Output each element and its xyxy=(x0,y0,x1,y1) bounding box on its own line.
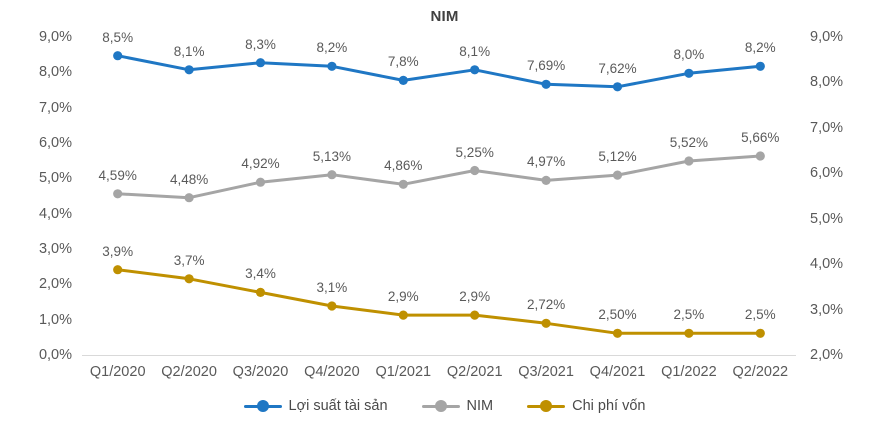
x-axis-tick: Q4/2021 xyxy=(589,364,646,380)
series-marker xyxy=(256,288,265,297)
legend-label: Lợi suất tài sản xyxy=(288,398,388,414)
series-marker xyxy=(684,69,693,78)
y-axis-left-tick: 8,0% xyxy=(38,64,72,81)
data-label: 2,5% xyxy=(744,307,776,323)
data-label: 4,97% xyxy=(526,154,566,170)
y-axis-left-tick: 2,0% xyxy=(38,276,72,293)
data-label: 7,8% xyxy=(387,54,419,70)
series-marker xyxy=(470,311,479,320)
series-marker xyxy=(399,311,408,320)
data-label: 8,5% xyxy=(102,29,134,45)
series-line xyxy=(118,270,761,334)
series-marker xyxy=(613,329,622,338)
y-axis-left-tick: 1,0% xyxy=(38,311,72,328)
data-label: 8,2% xyxy=(744,40,776,56)
series-marker xyxy=(756,62,765,71)
data-label: 8,3% xyxy=(245,36,276,52)
data-label: 3,9% xyxy=(102,243,134,259)
series-marker xyxy=(256,58,265,67)
series-marker xyxy=(542,80,551,89)
x-axis-tick: Q3/2021 xyxy=(518,364,574,380)
legend-item[interactable] xyxy=(527,398,645,414)
y-axis-left-tick: 4,0% xyxy=(38,205,72,222)
data-label: 2,72% xyxy=(526,297,566,313)
y-axis-right-tick: 3,0% xyxy=(810,301,844,318)
data-label: 5,52% xyxy=(669,134,709,150)
data-label: 4,92% xyxy=(241,156,280,172)
data-label: 8,0% xyxy=(673,47,705,63)
legend-swatch xyxy=(527,400,565,412)
y-axis-right-tick: 2,0% xyxy=(810,347,844,363)
y-axis-right-tick: 6,0% xyxy=(810,165,844,182)
series-marker xyxy=(542,319,551,328)
y-axis-left-tick: 5,0% xyxy=(38,170,72,187)
data-label: 8,1% xyxy=(459,43,491,59)
x-axis-tick: Q1/2020 xyxy=(89,364,146,380)
series-marker xyxy=(113,265,122,274)
legend-item[interactable] xyxy=(244,398,388,414)
data-label: 4,86% xyxy=(384,158,423,174)
series-marker xyxy=(113,51,122,60)
series-marker xyxy=(185,193,194,202)
data-label: 5,25% xyxy=(455,144,494,160)
chart-legend xyxy=(0,398,889,414)
data-label: 3,4% xyxy=(245,266,276,282)
x-axis-tick: Q1/2021 xyxy=(375,364,432,380)
legend-label: NIM xyxy=(466,398,494,414)
data-label: 8,1% xyxy=(173,43,205,59)
data-label: 7,62% xyxy=(598,60,637,76)
legend-swatch xyxy=(244,400,282,412)
y-axis-right-tick: 7,0% xyxy=(810,119,844,136)
series-line xyxy=(118,156,761,198)
series-marker xyxy=(613,82,622,91)
data-label: 2,9% xyxy=(387,289,419,305)
series-marker xyxy=(470,65,479,74)
data-label: 5,66% xyxy=(741,130,780,145)
data-label: 4,48% xyxy=(169,171,209,187)
series-marker xyxy=(256,178,265,187)
x-axis-tick: Q2/2021 xyxy=(446,364,503,380)
y-axis-left-tick: 9,0% xyxy=(38,29,72,45)
x-axis-tick: Q2/2020 xyxy=(161,364,217,380)
data-label: 5,13% xyxy=(312,148,352,164)
series-marker xyxy=(542,176,551,185)
x-axis-tick: Q2/2022 xyxy=(732,364,789,380)
series-marker xyxy=(327,170,336,179)
data-label: 2,5% xyxy=(673,307,705,323)
x-axis-tick: Q3/2020 xyxy=(232,364,289,380)
series-marker xyxy=(399,76,408,85)
series-marker xyxy=(684,329,693,338)
chart-title: NIM xyxy=(430,8,459,25)
data-label: 3,7% xyxy=(173,252,205,268)
data-label: 8,2% xyxy=(316,40,348,56)
legend-label: Chi phí vốn xyxy=(572,398,646,414)
y-axis-left-tick: 6,0% xyxy=(38,135,72,151)
x-axis-tick: Q4/2020 xyxy=(304,364,360,380)
series-marker xyxy=(399,180,408,189)
y-axis-right-tick: 5,0% xyxy=(810,210,844,227)
y-axis-right-tick: 4,0% xyxy=(810,256,844,273)
data-label: 2,9% xyxy=(459,289,491,305)
data-label: 7,69% xyxy=(526,58,566,74)
y-axis-left-tick: 7,0% xyxy=(38,99,72,116)
series-marker xyxy=(756,151,765,160)
series-marker xyxy=(684,156,693,165)
series-marker xyxy=(327,62,336,71)
x-axis-tick: Q1/2022 xyxy=(661,364,717,380)
series-marker xyxy=(327,301,336,310)
data-label: 2,50% xyxy=(598,307,637,323)
series-line xyxy=(118,56,761,87)
y-axis-left-tick: 0,0% xyxy=(38,347,72,363)
data-label: 3,1% xyxy=(316,280,348,296)
series-marker xyxy=(613,171,622,180)
y-axis-right-tick: 8,0% xyxy=(810,74,844,91)
series-marker xyxy=(113,189,122,198)
y-axis-left-tick: 3,0% xyxy=(38,241,72,257)
series-marker xyxy=(185,65,194,74)
series-marker xyxy=(470,166,479,175)
data-label: 4,59% xyxy=(98,167,137,183)
legend-swatch xyxy=(422,400,460,412)
series-marker xyxy=(185,274,194,283)
plot-area xyxy=(82,29,796,356)
y-axis-right-tick: 9,0% xyxy=(810,29,844,45)
data-label: 5,12% xyxy=(598,149,637,165)
legend-item[interactable] xyxy=(422,398,494,414)
series-marker xyxy=(756,329,765,338)
